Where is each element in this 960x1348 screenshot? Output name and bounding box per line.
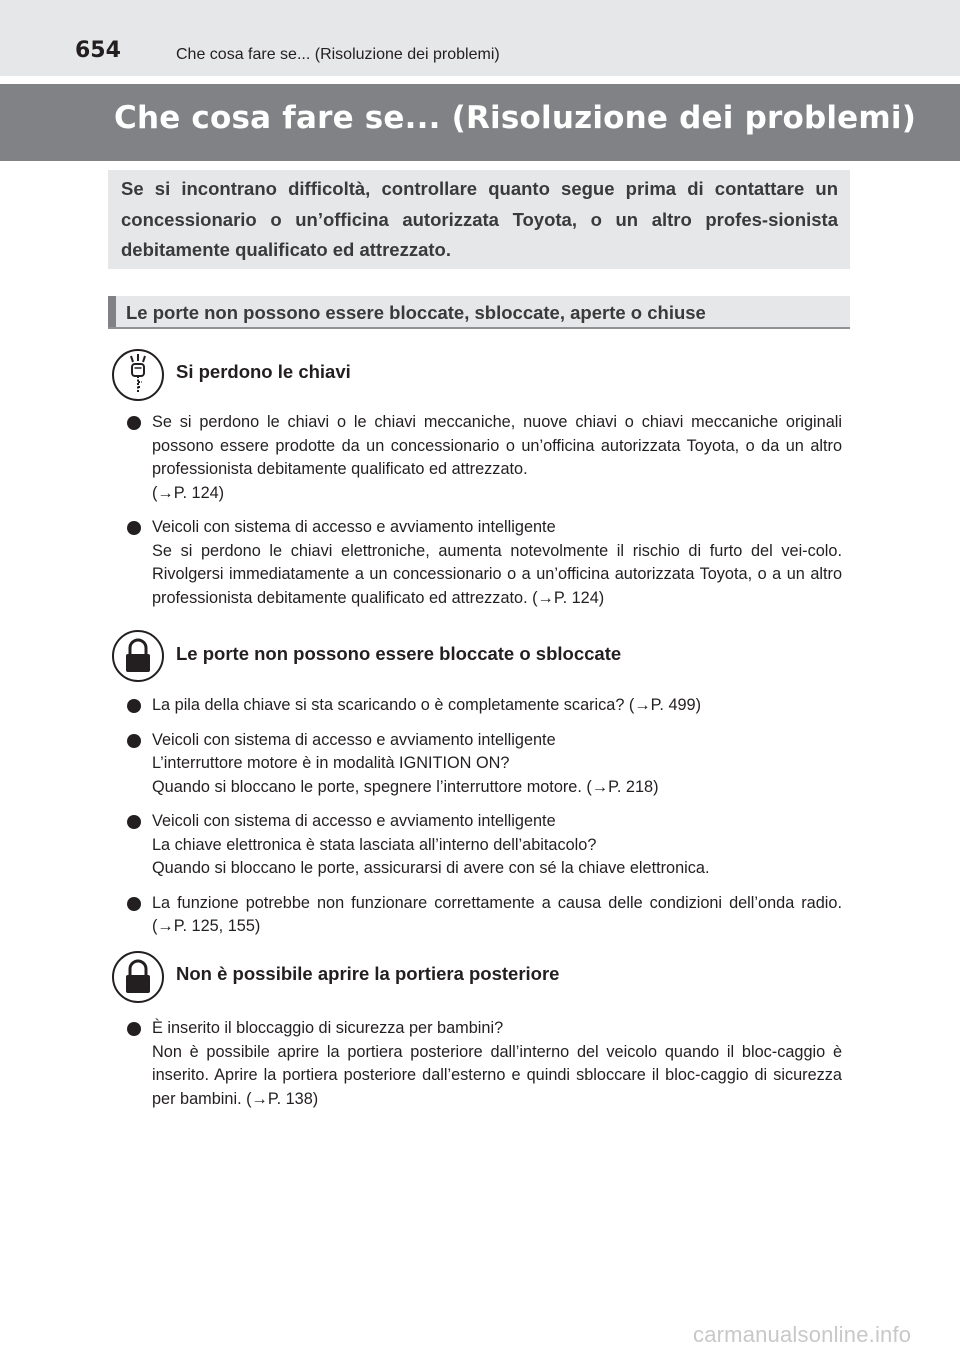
bullet-text: L’interruttore motore è in modalità IGNITION ON? xyxy=(152,754,510,772)
bullet-text: È inserito il bloccaggio di sicurezza per bambini? xyxy=(152,1019,504,1037)
bullet-list-doors-lock xyxy=(126,694,842,950)
bullet-text: Quando si bloccano le porte, spegnere l’interruttore motore. (→P. 218) xyxy=(152,777,659,796)
bullet-text: (→P. 124) xyxy=(152,483,225,502)
bullet-text: Veicoli con sistema di accesso e avviamento intelligente xyxy=(152,730,556,749)
bullet-icon xyxy=(127,699,141,713)
bullet-text: La funzione potrebbe non funzionare correttamente a causa delle condizioni dell’onda radio. (→P. 125, 155) xyxy=(152,893,842,935)
bullet-text: Se si perdono le chiavi o le chiavi meccaniche, nuove chiavi o chiavi meccaniche originali possono essere prodotte da un concessionario o un’officina autorizzata Toyota, o da un altro professionista debitamente qualificato ed attrezzato. xyxy=(152,413,842,478)
page-title: Che cosa fare se... (Risoluzione dei problemi) xyxy=(114,100,917,136)
subsection-heading-rear-door: Non è possibile aprire la portiera posteriore xyxy=(176,963,560,984)
page-number: 654 xyxy=(75,38,121,63)
subsection-heading-lost-keys: Si perdono le chiavi xyxy=(176,361,351,382)
list-item xyxy=(126,694,842,718)
bullet-text: La pila della chiave si sta scaricando o è completamente scarica? (→P. 499) xyxy=(152,696,702,714)
watermark: carmanualsonline.info xyxy=(693,1322,912,1347)
bullet-icon xyxy=(127,897,141,911)
intro-text: Se si incontrano difficoltà, controllare quanto segue prima di contattare un concessionario o un’officina autorizzata Toyota, o un altro profes-sionista debitamente qualificato ed attrezzato. xyxy=(121,178,838,260)
bullet-text: Non è possibile aprire la portiera posteriore dall’interno del veicolo quando il bloc-caggio è inserito. Aprire la portiera posteriore dall’esterno e quindi sbloccare il bloc-caggio di sicurezza per bambini. (→P. 138) xyxy=(152,1042,842,1108)
subsection-heading-doors-lock: Le porte non possono essere bloccate o sbloccate xyxy=(176,643,622,664)
section-accent-bar xyxy=(108,296,116,327)
bullet-list-lost-keys xyxy=(126,411,842,621)
bullet-icon xyxy=(127,416,141,430)
list-item xyxy=(126,810,842,881)
lock-icon xyxy=(112,630,164,682)
bullet-text: Veicoli con sistema di accesso e avviamento intelligente xyxy=(152,518,556,536)
section-title: Le porte non possono essere bloccate, sbloccate, aperte o chiuse xyxy=(126,302,706,323)
running-header: Che cosa fare se... (Risoluzione dei problemi) xyxy=(176,46,500,63)
bullet-icon xyxy=(127,734,141,748)
bullet-text: Se si perdono le chiavi elettroniche, aumenta notevolmente il rischio di furto del vei-colo. Rivolgersi immediatamente a un concessionario o a un’officina autorizzata Toyota, o a un altro professionista debitamente qualificato ed attrezzato. (→P. 124) xyxy=(152,541,842,607)
key-icon xyxy=(112,349,164,401)
list-item xyxy=(126,1017,842,1111)
bullet-icon xyxy=(127,1022,141,1036)
header-band xyxy=(0,0,960,76)
list-item xyxy=(126,729,842,800)
bullet-list-rear-door xyxy=(126,1017,842,1122)
section-header xyxy=(108,296,850,329)
bullet-icon xyxy=(127,521,141,535)
bullet-text: Veicoli con sistema di accesso e avviamento intelligente xyxy=(152,812,556,830)
list-item xyxy=(126,516,842,610)
list-item xyxy=(126,411,842,505)
bullet-text: La chiave elettronica è stata lasciata all’interno dell’abitacolo? xyxy=(152,835,597,854)
lock-icon xyxy=(112,951,164,1003)
bullet-icon xyxy=(127,815,141,829)
list-item xyxy=(126,892,842,939)
bullet-text: Quando si bloccano le porte, assicurarsi di avere con sé la chiave elettronica. xyxy=(152,859,710,877)
